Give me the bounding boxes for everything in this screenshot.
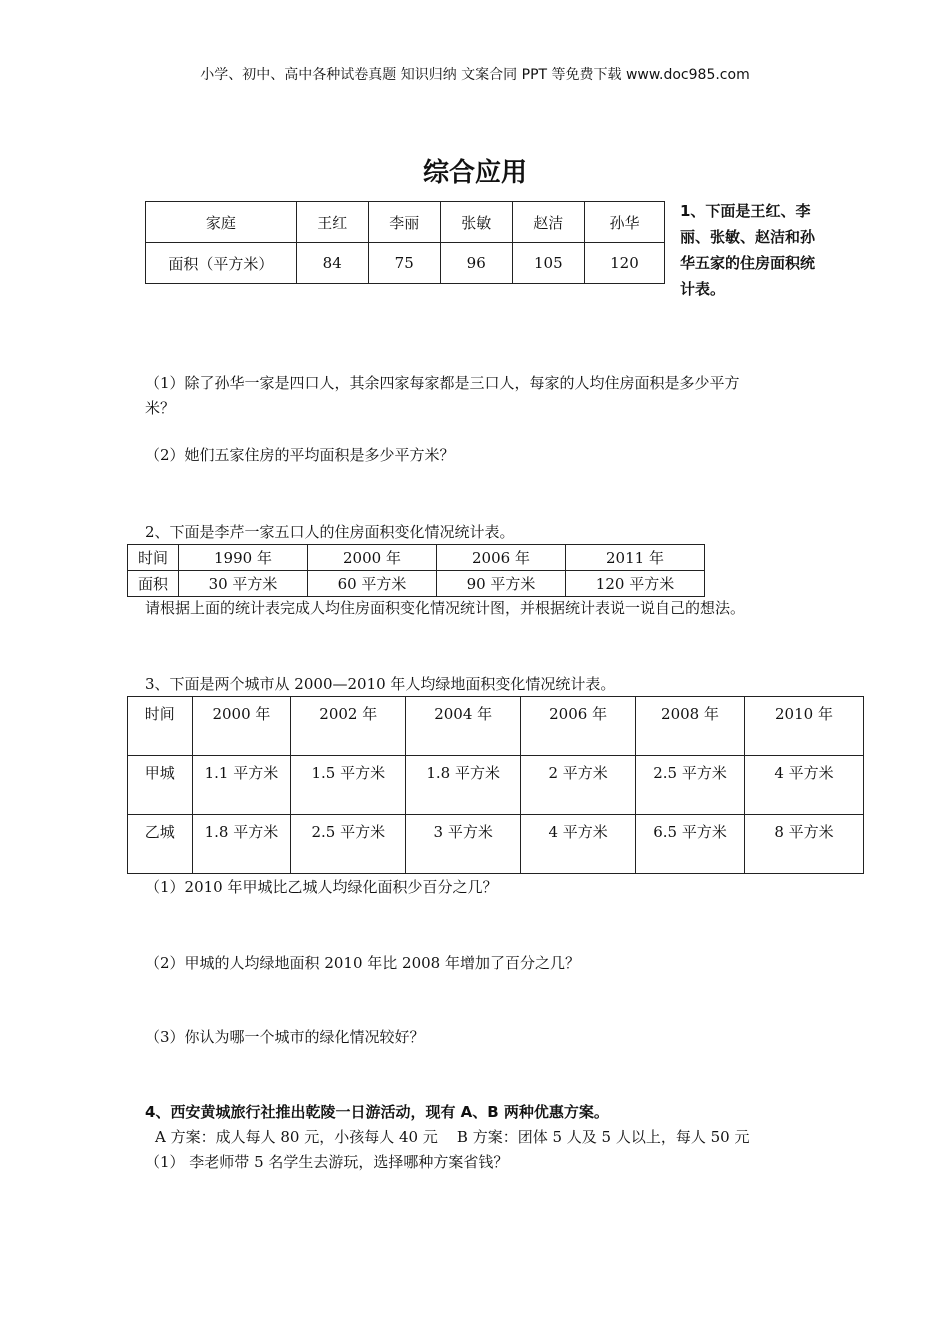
table-cell: 4 平方米 — [744, 756, 863, 815]
table-cell: 1.5 平方米 — [291, 756, 406, 815]
q1-sub1-line2: 米？ — [145, 399, 176, 417]
table-header-cell: 2004 年 — [406, 697, 521, 756]
page-header: 小学、初中、高中各种试卷真题 知识归纳 文案合同 PPT 等免费下载 www.doc985.com — [200, 67, 750, 83]
table-row — [128, 815, 864, 874]
table-row — [128, 697, 864, 756]
table-row — [128, 545, 705, 571]
table-cell: 120 — [584, 243, 664, 284]
table-cell: 30 平方米 — [179, 571, 308, 597]
q4-plans: A 方案：成人每人 80 元，小孩每人 40 元 B 方案：团体 5 人及 5 人以上，每人 50 元 — [155, 1128, 750, 1146]
table-cell: 乙城 — [128, 815, 193, 874]
table-header-cell: 2010 年 — [744, 697, 863, 756]
table-cell: 2.5 平方米 — [291, 815, 406, 874]
table-header-cell: 2008 年 — [636, 697, 745, 756]
table-header-cell: 家庭 — [146, 202, 297, 243]
q2-intro: 2、下面是李芹一家五口人的住房面积变化情况统计表。 — [145, 523, 515, 541]
table-cell: 105 — [512, 243, 584, 284]
table-row — [146, 243, 665, 284]
page-title: 综合应用 — [422, 158, 527, 188]
table-header-cell: 时间 — [128, 545, 179, 571]
q4-intro: 4、西安黄城旅行社推出乾陵一日游活动，现有 A、B 两种优惠方案。 — [145, 1103, 609, 1121]
table-header-cell: 2000 年 — [192, 697, 291, 756]
q1-sub2: （2）她们五家住房的平均面积是多少平方米？ — [145, 446, 455, 464]
table-cell: 4 平方米 — [521, 815, 636, 874]
q3-intro: 3、下面是两个城市从 2000—2010 年人均绿地面积变化情况统计表。 — [145, 675, 616, 693]
table-cell: 面积 — [128, 571, 179, 597]
table-cell: 8 平方米 — [744, 815, 863, 874]
table-row — [128, 756, 864, 815]
table-cell: 1.1 平方米 — [192, 756, 291, 815]
table-header-cell: 2006 年 — [437, 545, 566, 571]
table-header-cell: 1990 年 — [179, 545, 308, 571]
table-cell: 3 平方米 — [406, 815, 521, 874]
table-header-cell: 时间 — [128, 697, 193, 756]
table-header-cell: 2000 年 — [308, 545, 437, 571]
table-row — [146, 202, 665, 243]
table-cell: 120 平方米 — [566, 571, 705, 597]
table-cell: 96 — [440, 243, 512, 284]
table-row — [128, 571, 705, 597]
table-cell: 6.5 平方米 — [636, 815, 745, 874]
table-cell: 84 — [296, 243, 368, 284]
table-cell: 2 平方米 — [521, 756, 636, 815]
table-header-cell: 2002 年 — [291, 697, 406, 756]
table-header-cell: 王红 — [296, 202, 368, 243]
q2-table — [127, 544, 705, 597]
q3-sub1: （1）2010 年甲城比乙城人均绿化面积少百分之几？ — [145, 878, 498, 896]
table-cell: 60 平方米 — [308, 571, 437, 597]
q1-description: 1、下面是王红、李丽、张敏、赵洁和孙华五家的住房面积统计表。 — [680, 202, 816, 298]
table-header-cell: 李丽 — [368, 202, 440, 243]
table-cell: 1.8 平方米 — [406, 756, 521, 815]
table-header-cell: 赵洁 — [512, 202, 584, 243]
table-cell: 1.8 平方米 — [192, 815, 291, 874]
q1-table — [145, 201, 665, 284]
q3-sub2: （2）甲城的人均绿地面积 2010 年比 2008 年增加了百分之几？ — [145, 954, 580, 972]
table-header-cell: 2011 年 — [566, 545, 705, 571]
table-cell: 90 平方米 — [437, 571, 566, 597]
table-header-cell: 2006 年 — [521, 697, 636, 756]
q1-sub1-line1: （1）除了孙华一家是四口人，其余四家每家都是三口人，每家的人均住房面积是多少平方 — [145, 374, 740, 392]
q3-sub3: （3）你认为哪一个城市的绿化情况较好？ — [145, 1028, 425, 1046]
table-cell: 甲城 — [128, 756, 193, 815]
table-header-cell: 张敏 — [440, 202, 512, 243]
table-cell: 75 — [368, 243, 440, 284]
table-header-cell: 孙华 — [584, 202, 664, 243]
q3-table — [127, 696, 864, 874]
table-cell: 2.5 平方米 — [636, 756, 745, 815]
q2-instruction: 请根据上面的统计表完成人均住房面积变化情况统计图，并根据统计表说一说自己的想法。 — [145, 599, 746, 617]
q4-sub1: （1） 李老师带 5 名学生去游玩，选择哪种方案省钱？ — [145, 1153, 509, 1171]
table-cell: 面积（平方米） — [146, 243, 297, 284]
